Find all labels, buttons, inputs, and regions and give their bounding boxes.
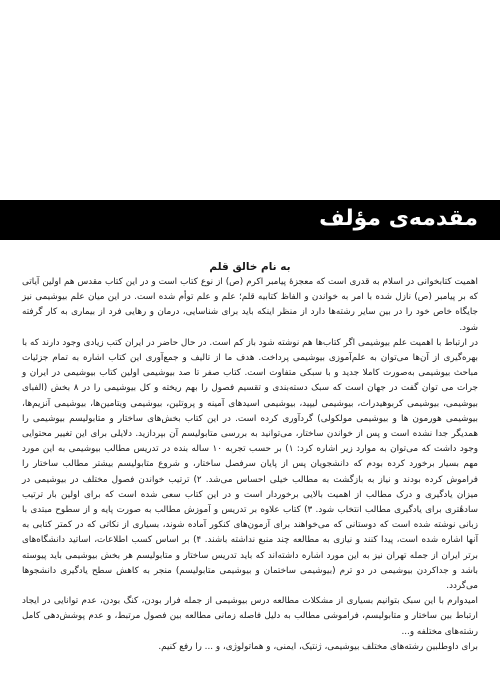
section-header-bar	[0, 200, 500, 240]
section-title: مقدمه‌ی مؤلف	[319, 206, 478, 231]
paragraph: برای داوطلبین رشته‌های مختلف بیوشیمی، ژنتیک، ایمنی، و هماتولوژی، و ... را رفع کنیم.	[158, 641, 478, 652]
subtitle-heading: به نام خالق قلم	[209, 261, 291, 273]
paragraph: در ارتباط با اهمیت علم بیوشیمی اگر کتاب‌ها هم نوشته شود باز کم است. در حال حاضر در ایران کتب زیادی وجود دارند که با بهره‌گیری از آن‌ها می‌توان به علم‌آموزی بیوشیمی پرداخت. هدف ما از تالیف و جمع‌آوری این کتاب اشاره به تمام جزئیات مباحث بیوشیمی به‌صورت کاملا جدید و با سبکی متفاوت است. کتاب صفر تا صد بیوشیمی اولین کتاب بیوشیمی در ایران و جرات می توان گفت در جهان است که سبک دسته‌بندی و تقسیم فصول را بهم ریخته و کل بیوشیمی را در ۸ بخش (الفبای بیوشیمی، بیوشیمی کربوهیدرات، بیوشیمی لیپید، بیوشیمی اسیدهای آمینه و پروتئین، بیوشیمی ویتامین‌ها، بیوشیمی آنزیم‌ها، بیوشیمی هورمون ها و بیوشیمی مولکولی) گردآوری کرده است. در این کتاب بخش‌های ساختار و متابولیسم بیوشیمی را همدیگر جدا نشده است و پس از خواندن ساختار، می‌توانید به بررسی متابولیسم آن بپردازید. دلایلی برای این تغییر محتوایی وجود داشت که می‌توان به موارد زیر اشاره کرد: ۱) بر حسب تجربه ۱۰ ساله بنده در تدریس مطالب بیوشیمی به این مورد مهم بسیار برخورد کرده بودم که دانشجویان پس از پایان سرفصل ساختار، و شروع متابولیسم بیشتر مطالب ساختار را فراموش کرده بودند و نیاز به بازگشت به مطالب خیلی احساس می‌شد. ۲) ترتیب خواندن فصول مختلف در بیوشیمی در میزان یادگیری و درک مطالب از اهمیت بالایی برخوردار است و در این کتاب سعی شده است که برای اولین بار ترتیب سادهٔتری برای یادگیری مطالب انتخاب شود. ۳) کتاب علاوه بر تدریس و آموزش مطالب به صورت پایه و از سطوح مبتدی با زبانی نوشته شده است که دوستانی که می‌خواهند برای آزمون‌های کنکور آماده شوند، بسیاری از نکاتی که در کمتر کتابی به آنها اشاره شده است، پیدا کنند و نیازی به مطالعه چند منبع نداشته باشند. ۴) بر اساس کسب اطلاعات، اساتید دانشگاه‌های برتر ایران از جمله تهران نیز به این مورد اشاره داشته‌اند که باید تدریس ساختار و متابولیسم هر بخش بیوشیمی باید پیوسته باشد و جداکردن بیوشیمی در دو ترم (بیوشیمی ساختمان و بیوشیمی متابولیسم) منجر به کاهش سطح یادگیری دانشجوها می‌گردد.	[22, 337, 479, 592]
body-text	[22, 275, 478, 655]
paragraph: اهمیت کتابخوانی در اسلام به قدری است که معجزهٔ پیامبر اکرم (ص) از نوع کتاب است و در این کتاب مقدس هم اولین آیاتی که بر پیامبر (ص) نازل شده با امر به خواندن و الفاظ کتابیه قلم؛ علم و علم توأم شده است. در این میان علم بیوشیمی نیز جایگاه خاص خود را در بین سایر رشته‌ها دارد از منظر اینکه باید برای شناسایی، درمان و رهایی فرد از بیماری به کار گرفته شود.	[22, 277, 478, 333]
paragraph: امیدوارم با این سبک بتوانیم بسیاری از مشکلات مطالعه درس بیوشیمی از جمله فرار بودن، کنگ بودن، عدم توانایی در ایجاد ارتباط بین ساختار و متابولیسم، فراموشی مطالب به دلیل فاصله زمانی مطالعه بین فصول مرتبط، و عدم پوشش‌دهی کامل رشته‌های مختلفه و...	[22, 596, 478, 637]
